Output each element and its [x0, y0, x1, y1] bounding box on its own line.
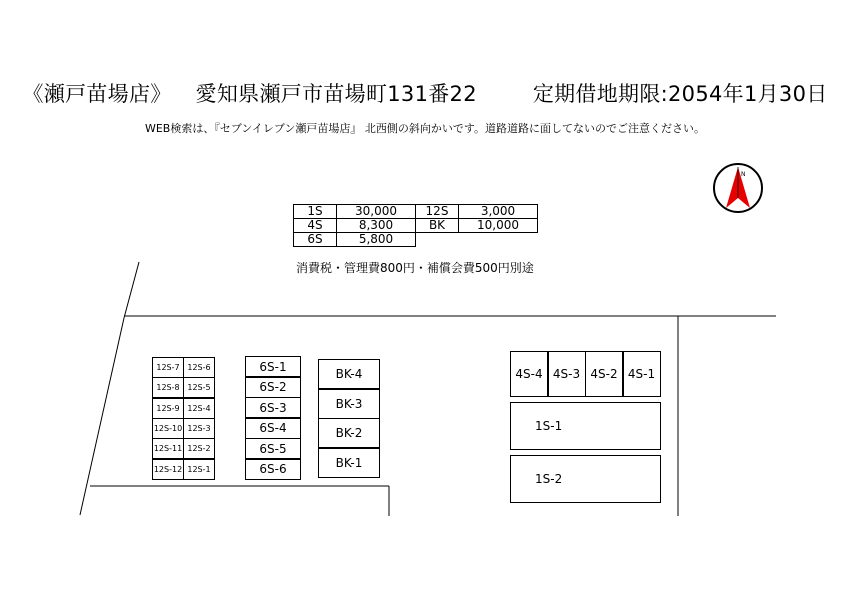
unit-6s-2[interactable]: 6S-2	[245, 377, 301, 398]
price-value: 10,000	[459, 219, 538, 233]
price-value: 8,300	[337, 219, 416, 233]
unit-bk-2[interactable]: BK-2	[318, 418, 380, 448]
price-label: BK	[416, 219, 459, 233]
lease-term: 定期借地期限:2054年1月30日	[532, 82, 828, 106]
price-value: 5,800	[337, 233, 416, 247]
unit-12s-11[interactable]: 12S-11	[152, 438, 184, 459]
directions-note: WEB検索は、『セブンイレブン瀬戸苗場店』 北西側の斜向かいです。道路道路に面してないのでご注意ください。	[144, 122, 706, 135]
unit-6s-5[interactable]: 6S-5	[245, 438, 301, 459]
unit-4s-3[interactable]: 4S-3	[548, 351, 586, 397]
unit-12s-5[interactable]: 12S-5	[183, 377, 215, 398]
price-note: 消費税・管理費800円・補償会費500円別途	[296, 261, 534, 275]
unit-4s-2[interactable]: 4S-2	[585, 351, 623, 397]
unit-6s-3[interactable]: 6S-3	[245, 397, 301, 418]
unit-6s-4[interactable]: 6S-4	[245, 418, 301, 439]
unit-bk-4[interactable]: BK-4	[318, 359, 380, 389]
unit-12s-2[interactable]: 12S-2	[183, 438, 215, 459]
unit-12s-9[interactable]: 12S-9	[152, 398, 184, 419]
unit-12s-1[interactable]: 12S-1	[183, 459, 215, 480]
price-label: 6S	[294, 233, 337, 247]
unit-bk-1[interactable]: BK-1	[318, 448, 380, 478]
price-value: 3,000	[459, 205, 538, 219]
unit-12s-10[interactable]: 12S-10	[152, 418, 184, 439]
store-name: 《瀬戸苗場店》	[22, 82, 172, 106]
unit-12s-8[interactable]: 12S-8	[152, 377, 184, 398]
unit-6s-6[interactable]: 6S-6	[245, 459, 301, 480]
unit-1s-2[interactable]: 1S-2	[510, 455, 661, 503]
unit-bk-3[interactable]: BK-3	[318, 389, 380, 419]
unit-12s-7[interactable]: 12S-7	[152, 357, 184, 378]
unit-4s-4[interactable]: 4S-4	[510, 351, 548, 397]
unit-12s-4[interactable]: 12S-4	[183, 398, 215, 419]
unit-6s-1[interactable]: 6S-1	[245, 356, 301, 377]
unit-12s-12[interactable]: 12S-12	[152, 459, 184, 480]
price-value: 30,000	[337, 205, 416, 219]
store-address: 愛知県瀬戸市苗場町131番22	[195, 82, 477, 106]
price-label: 1S	[294, 205, 337, 219]
unit-1s-1[interactable]: 1S-1	[510, 402, 661, 450]
unit-12s-6[interactable]: 12S-6	[183, 357, 215, 378]
price-label: 12S	[416, 205, 459, 219]
price-label: 4S	[294, 219, 337, 233]
unit-12s-3[interactable]: 12S-3	[183, 418, 215, 439]
svg-text:N: N	[741, 171, 746, 178]
unit-4s-1[interactable]: 4S-1	[623, 351, 661, 397]
